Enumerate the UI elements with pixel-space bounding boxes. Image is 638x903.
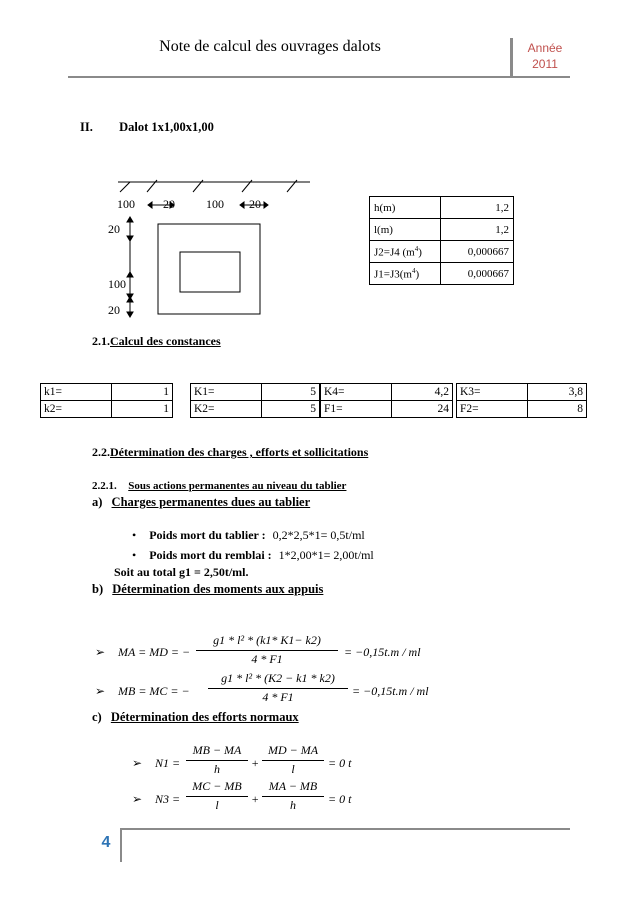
bullet-dot-icon: • xyxy=(132,548,137,562)
eq2-fraction-bar xyxy=(208,688,348,689)
param-label xyxy=(370,241,441,263)
table-row xyxy=(191,384,320,401)
bullet-label: Poids mort du remblai : xyxy=(149,548,272,562)
item-letter: c) xyxy=(92,710,102,724)
k-table-3 xyxy=(320,383,453,418)
table-row xyxy=(41,401,173,418)
k-label: k1= xyxy=(41,384,112,401)
eq4-plus: + xyxy=(251,792,260,806)
subsection-number: 2.2. xyxy=(92,445,110,459)
eq3-numerator-2: MD − MA xyxy=(267,743,319,757)
subsection-title: Détermination des charges , efforts et sollicitations xyxy=(110,445,369,459)
table-row xyxy=(370,263,514,285)
bullet-value: 1*2,00*1= 2,00t/ml xyxy=(278,548,374,562)
top-dim-2: 100 xyxy=(206,197,224,211)
bullet-label: Poids mort du tablier : xyxy=(149,528,266,542)
item-letter: b) xyxy=(92,582,104,596)
eq3-fraction-bar-2 xyxy=(262,760,324,761)
eq3-fraction-bar-1 xyxy=(186,760,248,761)
dalot-section-drawing xyxy=(90,172,330,332)
eq2-numerator: g1 * l² * (K2 − k1 * k2) xyxy=(221,671,335,685)
eq1-denominator: 4 * F1 xyxy=(251,652,283,666)
eq4-rhs: = 0 t xyxy=(328,792,352,806)
eq1-rhs: = −0,15t.m / ml xyxy=(344,645,421,659)
item-letter: a) xyxy=(92,495,103,509)
k-label: F2= xyxy=(457,401,528,418)
table-row xyxy=(321,401,453,418)
left-dim-1: 100 xyxy=(117,197,135,211)
eq4-denominator-1: l xyxy=(215,798,219,812)
subsection-title: Sous actions permanentes au niveau du tablier xyxy=(128,480,347,492)
bullet-item xyxy=(132,528,365,543)
header-rule xyxy=(68,76,570,78)
item-title: Détermination des moments aux appuis xyxy=(112,582,324,596)
param-value: 0,000667 xyxy=(441,263,514,285)
left-dim-4: 20 xyxy=(108,303,120,317)
left-dim-2: 20 xyxy=(108,222,120,236)
eq2-lhs: MB = MC = − xyxy=(118,684,190,698)
k-value: 24 xyxy=(392,401,453,418)
param-label: l(m) xyxy=(370,219,441,241)
footer-rule xyxy=(120,828,570,830)
k-value: 1 xyxy=(112,384,173,401)
table-row xyxy=(41,384,173,401)
eq2-rhs: = −0,15t.m / ml xyxy=(352,684,429,698)
subsection-title: Calcul des constances xyxy=(110,334,221,348)
header-title: Note de calcul des ouvrages dalots xyxy=(159,38,381,55)
item-b xyxy=(92,582,323,597)
k-value: 3,8 xyxy=(528,384,587,401)
header-divider xyxy=(510,38,513,76)
top-dim-3: 20 xyxy=(249,197,261,211)
param-label-sup: 4 xyxy=(411,266,416,275)
eq3-rhs: = 0 t xyxy=(328,756,352,770)
param-label-sup: 4 xyxy=(414,244,419,253)
k-label: k2= xyxy=(41,401,112,418)
inner-opening xyxy=(180,252,240,292)
k-table-4 xyxy=(456,383,587,418)
header-year xyxy=(515,40,575,72)
eq1-lhs: MA = MD = − xyxy=(118,645,191,659)
section-number: II. xyxy=(80,120,93,134)
left-dimension-arrows xyxy=(127,217,133,317)
arrow-bullet-icon: ➢ xyxy=(132,756,143,770)
param-label-text: J2=J4 (m xyxy=(374,246,415,259)
params-table xyxy=(369,196,514,285)
section-title: Dalot 1x1,00x1,00 xyxy=(119,120,214,134)
section-heading xyxy=(80,120,214,135)
arrow-bullet-icon: ➢ xyxy=(95,645,106,659)
param-label-end: ) xyxy=(415,268,420,281)
k-value: 8 xyxy=(528,401,587,418)
k-label: K4= xyxy=(321,384,392,401)
table-row xyxy=(191,401,320,418)
eq1-numerator: g1 * l² * (k1* K1− k2) xyxy=(213,633,321,647)
eq3-plus: + xyxy=(251,756,260,770)
bullet-value: 0,2*2,5*1= 0,5t/ml xyxy=(272,528,365,542)
subsection-2-1 xyxy=(92,334,221,349)
table-row xyxy=(370,241,514,263)
bullet-dot-icon: • xyxy=(132,528,137,542)
param-label-end: ) xyxy=(418,246,422,259)
eq3-lhs: N1 = xyxy=(155,756,181,770)
k-value: 1 xyxy=(112,401,173,418)
footer-divider xyxy=(120,828,122,862)
page-number: 4 xyxy=(101,834,111,851)
eq2-denominator: 4 * F1 xyxy=(262,690,294,704)
param-value: 0,000667 xyxy=(441,241,514,263)
subsection-number: 2.1. xyxy=(92,334,110,348)
k-table-2 xyxy=(190,383,320,418)
k-value: 5 xyxy=(262,384,320,401)
table-row xyxy=(457,384,587,401)
subsection-2-2 xyxy=(92,445,368,460)
item-title: Détermination des efforts normaux xyxy=(110,710,299,724)
param-label xyxy=(370,263,441,285)
param-value: 1,2 xyxy=(441,219,514,241)
outer-box xyxy=(158,224,260,314)
eq4-fraction-bar-2 xyxy=(262,796,324,797)
total-line: Soit au total g1 = 2,50t/ml. xyxy=(114,565,249,579)
eq4-numerator-2: MA − MB xyxy=(268,779,318,793)
eq3-numerator-1: MB − MA xyxy=(192,743,242,757)
subsection-2-2-1 xyxy=(92,480,346,492)
param-label: h(m) xyxy=(370,197,441,219)
eq4-numerator-1: MC − MB xyxy=(192,779,242,793)
k-label: F1= xyxy=(321,401,392,418)
eq1-fraction-bar xyxy=(196,650,338,651)
table-row xyxy=(457,401,587,418)
eq4-denominator-2: h xyxy=(290,798,296,812)
k-label: K1= xyxy=(191,384,262,401)
table-row xyxy=(370,197,514,219)
year-label: Année xyxy=(527,41,563,55)
subsection-number: 2.2.1. xyxy=(92,480,117,492)
item-a xyxy=(92,495,310,510)
arrow-bullet-icon: ➢ xyxy=(95,684,106,698)
k-label: K2= xyxy=(191,401,262,418)
k-table-1 xyxy=(40,383,173,418)
eq4-fraction-bar-1 xyxy=(186,796,248,797)
ground-hatch xyxy=(118,180,310,192)
param-label-text: J1=J3(m xyxy=(374,268,412,281)
item-title: Charges permanentes dues au tablier xyxy=(111,495,311,509)
top-dim-1: 20 xyxy=(163,197,175,211)
k-label: K3= xyxy=(457,384,528,401)
param-value: 1,2 xyxy=(441,197,514,219)
left-dim-3: 100 xyxy=(108,277,126,291)
bullet-item xyxy=(132,548,374,563)
eq4-lhs: N3 = xyxy=(155,792,181,806)
year-value: 2011 xyxy=(532,57,558,71)
table-row xyxy=(321,384,453,401)
k-value: 4,2 xyxy=(392,384,453,401)
arrow-bullet-icon: ➢ xyxy=(132,792,143,806)
k-value: 5 xyxy=(262,401,320,418)
eq3-denominator-2: l xyxy=(291,762,295,776)
item-c xyxy=(92,710,299,725)
table-row xyxy=(370,219,514,241)
eq3-denominator-1: h xyxy=(214,762,220,776)
